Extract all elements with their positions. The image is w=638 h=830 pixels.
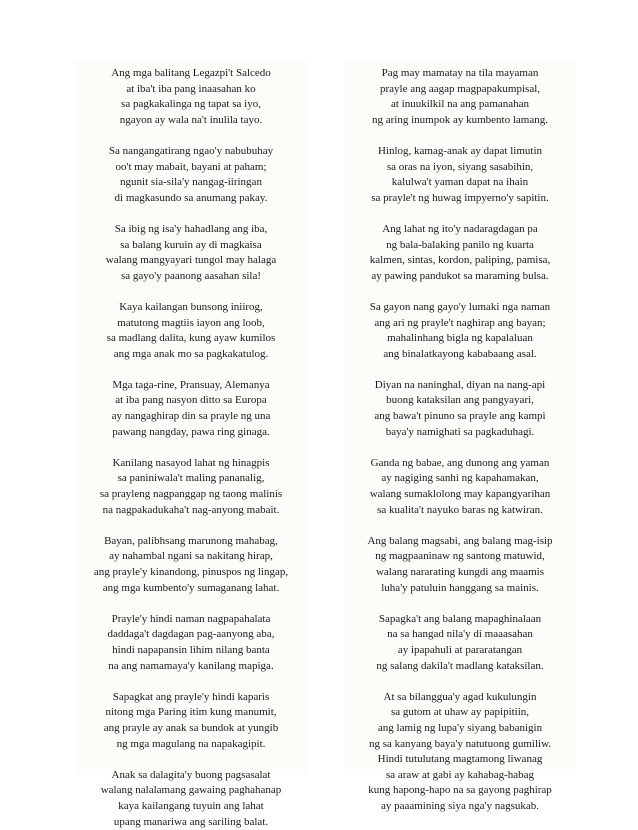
stanza-gap (75, 128, 307, 144)
verse-line: walang nararating kungdi ang maamis (344, 565, 576, 581)
verse-line: kalulwa't yaman dapat na ihain (344, 175, 576, 191)
verse-line: Sapagkat ang prayle'y hindi kaparis (75, 690, 307, 706)
verse-line: na nagpakadukaha't nag-anyong mabait. (75, 503, 307, 519)
verse-line: sa paniniwala't maling pananalig, (75, 471, 307, 487)
stanza (75, 66, 307, 128)
verse-line: ang binalatkayong kababaang asal. (344, 347, 576, 363)
verse-line: di magkasundo sa anumang pakay. (75, 191, 307, 207)
stanza (344, 690, 576, 815)
verse-line: Anak sa dalagita'y buong pagsasalat (75, 768, 307, 784)
verse-line: sa prayle't ng huwag impyerno'y sapitin. (344, 191, 576, 207)
verse-line: ang mga anak mo sa pagkakatulog. (75, 347, 307, 363)
left-poem-column (75, 60, 307, 775)
verse-line: sa prayleng nagpanggap ng taong malinis (75, 487, 307, 503)
stanza (75, 768, 307, 830)
stanza-gap (75, 440, 307, 456)
verse-line: ngunit sia-sila'y nangag-iiringan (75, 175, 307, 191)
stanza-gap (75, 284, 307, 300)
verse-line: Mga taga-rine, Pransuay, Alemanya (75, 378, 307, 394)
verse-line: ay paaamining siya nga'y nagsukab. (344, 799, 576, 815)
verse-line: ang mga kumbento'y sumaganang lahat. (75, 581, 307, 597)
verse-line: Ang lahat ng ito'y nadaragdagan pa (344, 222, 576, 238)
stanza-gap (344, 596, 576, 612)
verse-line: ang prayle ay anak sa bundok at yungib (75, 721, 307, 737)
verse-line: matutong magtiis iayon ang loob, (75, 316, 307, 332)
verse-line: Sa ibig ng isa'y hahadlang ang iba, (75, 222, 307, 238)
verse-line: ng mga magulang na napakagipit. (75, 737, 307, 753)
stanza (75, 300, 307, 362)
verse-line: Ang balang magsabi, ang balang mag-isip (344, 534, 576, 550)
verse-line: na sa hangad nila'y di maaasahan (344, 627, 576, 643)
verse-line: sa madlang dalita, kung ayaw kumilos (75, 331, 307, 347)
verse-line: kaya kailangang tuyuin ang lahat (75, 799, 307, 815)
verse-line: kalmen, sintas, kordon, paliping, pamisa, (344, 253, 576, 269)
verse-line: ang bawa't pinuno sa prayle ang kampi (344, 409, 576, 425)
verse-line: At sa bilanggua'y agad kukulungin (344, 690, 576, 706)
stanza (344, 66, 576, 128)
verse-line: Pag may mamatay na tila mayaman (344, 66, 576, 82)
stanza (75, 534, 307, 596)
stanza-gap (75, 752, 307, 768)
verse-line: Kaya kailangan bunsong iniirog, (75, 300, 307, 316)
verse-line: Sa nangangatirang ngao'y nabubuhay (75, 144, 307, 160)
verse-line: ang prayle'y kinandong, pinuspos ng lingap, (75, 565, 307, 581)
verse-line: Sapagka't ang balang mapaghinalaan (344, 612, 576, 628)
verse-line: ay ipapahuli at pararatangan (344, 643, 576, 659)
verse-line: sa kualita't nayuko baras ng katwiran. (344, 503, 576, 519)
verse-line: Ang mga balitang Legazpi't Salcedo (75, 66, 307, 82)
verse-line: Hindi tutulutang magtamong liwanag (344, 752, 576, 768)
stanza (75, 378, 307, 440)
verse-line: walang sumaklolong may kapangyarihan (344, 487, 576, 503)
verse-line: ng magpaaninaw ng santong matuwid, (344, 549, 576, 565)
stanza-gap (75, 596, 307, 612)
stanza-gap (344, 518, 576, 534)
verse-line: ang lamig ng lupa'y siyang babanigin (344, 721, 576, 737)
verse-line: Hinlog, kamag-anak ay dapat limutin (344, 144, 576, 160)
stanza (344, 144, 576, 206)
right-poem-column (344, 60, 576, 775)
verse-line: ay nangaghirap din sa prayle ng una (75, 409, 307, 425)
stanza-gap (344, 128, 576, 144)
stanza (344, 456, 576, 518)
verse-line: upang manariwa ang sariling balat. (75, 815, 307, 830)
stanza (344, 222, 576, 284)
stanza-gap (75, 674, 307, 690)
verse-line: at iba pang nasyon ditto sa Europa (75, 393, 307, 409)
verse-line: walang nalalamang gawaing paghahanap (75, 783, 307, 799)
stanza (75, 222, 307, 284)
verse-line: sa araw at gabi ay kahabag-habag (344, 768, 576, 784)
verse-line: mahalinhang bigla ng kapalaluan (344, 331, 576, 347)
verse-line: buong kataksilan ang pangyayari, (344, 393, 576, 409)
verse-line: walang mangyayari tungol may halaga (75, 253, 307, 269)
verse-line: sa gayo'y paanong aasahan sila! (75, 269, 307, 285)
stanza (75, 456, 307, 518)
verse-line: nitong mga Paring itim kung manumit, (75, 705, 307, 721)
verse-line: oo't may mabait, bayani at paham; (75, 160, 307, 176)
stanza (75, 144, 307, 206)
stanza-gap (75, 362, 307, 378)
stanza-gap (344, 440, 576, 456)
verse-line: Sa gayon nang gayo'y lumaki nga naman (344, 300, 576, 316)
stanza (75, 690, 307, 752)
verse-line: ng sa kanyang baya'y natutuong gumiliw. (344, 737, 576, 753)
stanza-gap (75, 206, 307, 222)
right-column-content (344, 60, 576, 815)
verse-line: ay nahambal ngani sa nakitang hirap, (75, 549, 307, 565)
verse-line: daddaga't dagdagan pag-aanyong aba, (75, 627, 307, 643)
stanza-gap (75, 518, 307, 534)
verse-line: na ang namamaya'y kanilang mapiga. (75, 659, 307, 675)
verse-line: at iba't iba pang inaasahan ko (75, 82, 307, 98)
verse-line: Diyan na naninghal, diyan na nang-api (344, 378, 576, 394)
verse-line: ng salang dakila't madlang kataksilan. (344, 659, 576, 675)
stanza (344, 612, 576, 674)
verse-line: sa oras na iyon, siyang sasabihin, (344, 160, 576, 176)
verse-line: sa gutom at uhaw ay papipitiin, (344, 705, 576, 721)
verse-line: ay nagiging sanhi ng kapahamakan, (344, 471, 576, 487)
verse-line: hindi napapansin lihim nilang banta (75, 643, 307, 659)
verse-line: sa balang kuruin ay di magkaisa (75, 238, 307, 254)
verse-line: Prayle'y hindi naman nagpapahalata (75, 612, 307, 628)
verse-line: sa pagkakalinga ng tapat sa iyo, (75, 97, 307, 113)
verse-line: baya'y namighati sa pagkaduhagi. (344, 425, 576, 441)
verse-line: ay pawing pandukot sa maraming bulsa. (344, 269, 576, 285)
verse-line: ng bala-balaking panilo ng kuarta (344, 238, 576, 254)
verse-line: ngayon ay wala na't inulila tayo. (75, 113, 307, 129)
verse-line: kung hapong-hapo na sa gayong paghirap (344, 783, 576, 799)
stanza-gap (344, 362, 576, 378)
stanza-gap (344, 206, 576, 222)
verse-line: prayle ang aagap magpapakumpisal, (344, 82, 576, 98)
stanza (75, 612, 307, 674)
verse-line: Bayan, palibhsang marunong mahabag, (75, 534, 307, 550)
stanza-gap (344, 284, 576, 300)
verse-line: ang ari ng prayle't naghirap ang bayan; (344, 316, 576, 332)
verse-line: Ganda ng babae, ang dunong ang yaman (344, 456, 576, 472)
verse-line: at inuukilkil na ang pamanahan (344, 97, 576, 113)
stanza (344, 300, 576, 362)
verse-line: pawang nangday, pawa ring ginaga. (75, 425, 307, 441)
left-column-content (75, 60, 307, 830)
stanza-gap (344, 674, 576, 690)
verse-line: Kanilang nasayod lahat ng hinagpis (75, 456, 307, 472)
stanza (344, 378, 576, 440)
verse-line: ng aring inumpok ay kumbento lamang. (344, 113, 576, 129)
stanza (344, 534, 576, 596)
verse-line: luha'y patuluin hanggang sa mainis. (344, 581, 576, 597)
